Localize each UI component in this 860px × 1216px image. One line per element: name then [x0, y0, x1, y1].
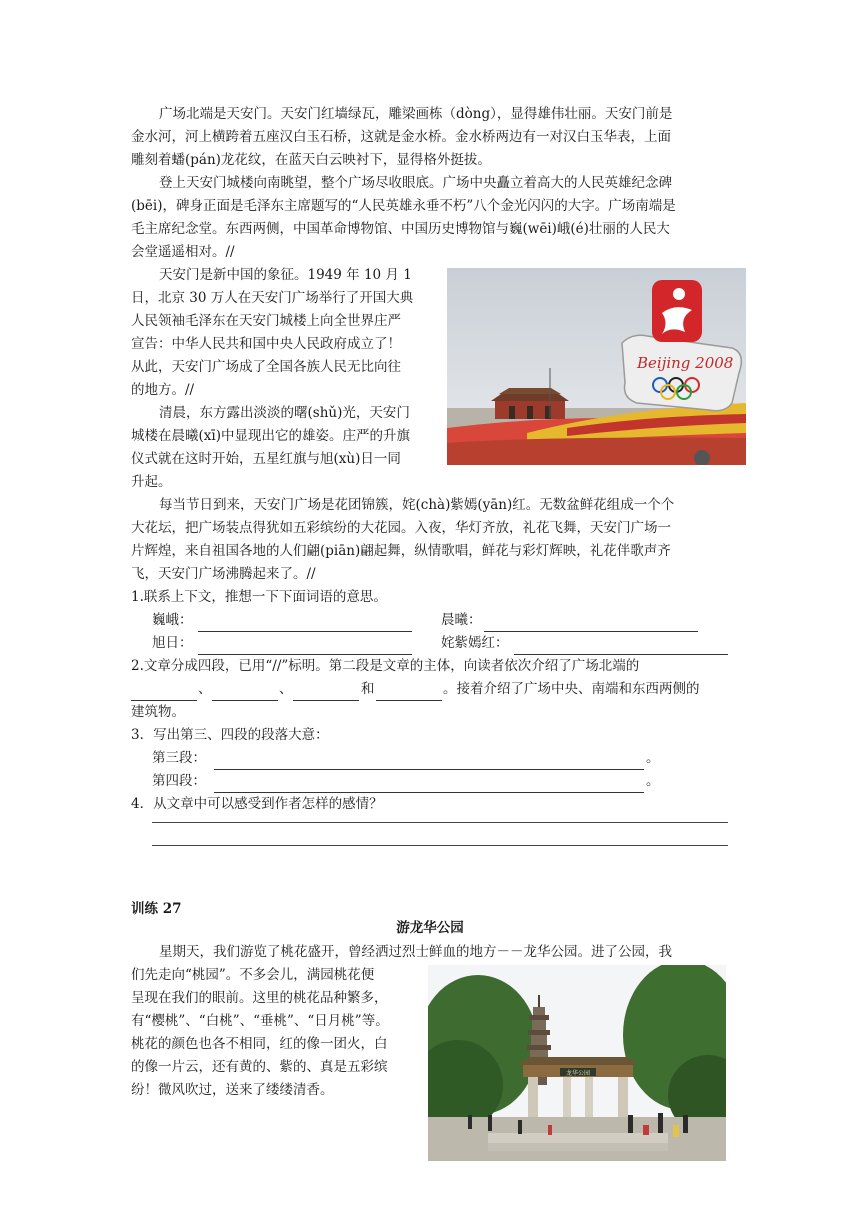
t27-line-3: 呈现在我们的眼前。这里的桃花品种繁多， — [131, 990, 388, 1006]
q1-word-1-label: 巍峨： — [152, 612, 193, 628]
p3-line-2: 日，北京 30 万人在天安门广场举行了开国大典 — [131, 290, 414, 306]
t27-line-5: 桃花的颜色也各不相同，红的像一团火，白 — [131, 1036, 388, 1052]
p4-line-4: 升起。 — [131, 474, 172, 490]
t27-line-4: 有“樱桃”、“白桃”、“垂桃”、“日月桃”等。 — [131, 1013, 389, 1029]
q4-answer-line-1[interactable] — [152, 822, 728, 823]
p5-line-1: 每当节日到来，天安门广场是花团锦簇，姹(chà)紫嫣(yān)红。无数盆鲜花组成一个个 — [159, 497, 675, 513]
t27-line-2: 们先走向“桃园”。不多会儿，满园桃花便 — [131, 967, 375, 983]
q1-answer-blank-1[interactable] — [198, 617, 412, 632]
q2-and: 和 — [361, 681, 375, 697]
q2-sep-2: 、 — [279, 681, 293, 697]
question-1: 1.联系上下文，推想一下下面词语的意思。 — [131, 589, 387, 605]
p1-line-2: 金水河，河上横跨着五座汉白玉石桥，这就是金水桥。金水桥两边有一对汉白玉华表，上面 — [131, 129, 671, 145]
training-title: 游龙华公园 — [396, 920, 464, 936]
t27-line-6: 的像一片云，还有黄的、紫的、真是五彩缤 — [131, 1059, 388, 1075]
p5-line-3: 片辉煌，来自祖国各地的人们翩(piān)翩起舞，纵情歌唱，鲜花与彩灯辉映，礼花伴歌声齐 — [131, 543, 671, 559]
q3-para3-label: 第三段： — [152, 750, 206, 766]
p3-line-1: 天安门是新中国的象征。1949 年 10 月 1 — [159, 267, 412, 283]
p5-line-4: 飞，天安门广场沸腾起来了。// — [131, 566, 316, 582]
training-label: 训练 27 — [131, 901, 182, 917]
q2-tail: 。接着介绍了广场中央、南端和东西两侧的 — [443, 681, 700, 697]
q1-answer-blank-3[interactable] — [198, 640, 412, 655]
p2-line-4: 会堂遥遥相对。// — [131, 244, 235, 260]
photo-logo-text: Beijing 2008 — [637, 354, 734, 372]
p2-line-3: 毛主席纪念堂。东西两侧，中国革命博物馆、中国历史博物馆与巍(wēi)峨(é)壮丽的人民大 — [131, 221, 670, 237]
q3-para4-label: 第四段： — [152, 773, 206, 789]
question-4: 4．从文章中可以感受到作者怎样的感情？ — [131, 796, 383, 812]
q3-para3-blank[interactable] — [214, 755, 644, 770]
p3-line-3: 人民领袖毛泽东在天安门城楼上向全世界庄严 — [131, 313, 401, 329]
p3-line-4: 宣告：中华人民共和国中央人民政府成立了！ — [131, 336, 401, 352]
t27-line-1: 星期天，我们游览了桃花盛开，曾经洒过烈士鲜血的地方－－龙华公园。进了公园，我 — [159, 944, 672, 960]
photo-gate-sign: 龙华公园 — [565, 1070, 591, 1077]
p3-line-5: 从此，天安门广场成了全国各族人民无比向往 — [131, 359, 401, 375]
q2-blank-1[interactable] — [131, 686, 197, 701]
q3-para4-blank[interactable] — [214, 778, 644, 793]
q3-para3-end: 。 — [646, 750, 660, 766]
q1-word-3-label: 旭日： — [152, 635, 193, 651]
p4-line-2: 城楼在晨曦(xī)中显现出它的雄姿。庄严的升旗 — [131, 428, 410, 444]
p4-line-1: 清晨，东方露出淡淡的曙(shǔ)光，天安门 — [159, 405, 410, 421]
longhua-park-photo — [428, 965, 726, 1161]
question-3: 3．写出第三、四段的段落大意： — [131, 727, 329, 743]
q3-para4-end: 。 — [646, 773, 660, 789]
q4-answer-line-2[interactable] — [152, 845, 728, 846]
question-2-line-3: 建筑物。 — [131, 704, 185, 720]
t27-line-7: 纷！微风吹过，送来了缕缕清香。 — [131, 1082, 334, 1098]
p2-line-1: 登上天安门城楼向南眺望，整个广场尽收眼底。广场中央矗立着高大的人民英雄纪念碑 — [159, 175, 672, 191]
q1-answer-blank-4[interactable] — [514, 640, 728, 655]
q2-blank-4[interactable] — [376, 686, 442, 701]
q1-answer-blank-2[interactable] — [484, 617, 698, 632]
p1-line-1: 广场北端是天安门。天安门红墙绿瓦，雕梁画栋（dòng），显得雄伟壮丽。天安门前是 — [159, 106, 673, 122]
p2-line-2: (bēi)，碑身正面是毛泽东主席题写的“人民英雄永垂不朽”八个金光闪闪的大字。广场南端是 — [131, 198, 676, 214]
q2-blank-3[interactable] — [293, 686, 359, 701]
p1-line-3: 雕刻着蟠(pán)龙花纹，在蓝天白云映衬下，显得格外挺拔。 — [131, 152, 491, 168]
p4-line-3: 仪式就在这时开始，五星红旗与旭(xù)日一同 — [131, 451, 401, 467]
question-2-line-1: 2.文章分成四段，已用“//”标明。第二段是文章的主体，向读者依次介绍了广场北端的 — [131, 658, 640, 674]
q1-word-4-label: 姹紫嫣红： — [441, 635, 509, 651]
p5-line-2: 大花坛，把广场装点得犹如五彩缤纷的大花园。入夜，华灯齐放，礼花飞舞，天安门广场一 — [131, 520, 671, 536]
p3-line-6: 的地方。// — [131, 382, 195, 398]
q2-sep-1: 、 — [198, 681, 212, 697]
tiananmen-olympic-photo — [447, 268, 746, 465]
q1-word-2-label: 晨曦： — [441, 612, 482, 628]
q2-blank-2[interactable] — [212, 686, 278, 701]
